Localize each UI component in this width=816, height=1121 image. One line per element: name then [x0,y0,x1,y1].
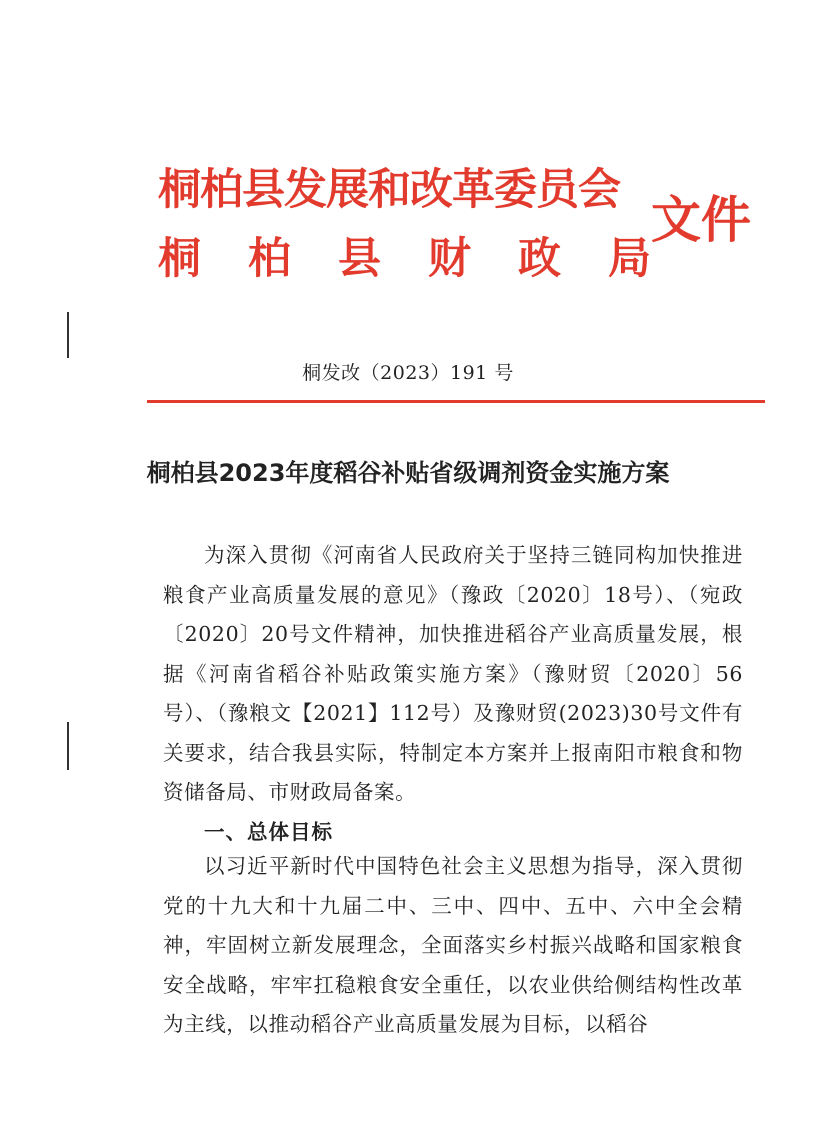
section-heading-1: 一、总体目标 [204,820,333,844]
binding-mark [67,312,69,358]
masthead-document-word: 文件 [651,190,751,249]
red-divider-line [147,400,765,403]
binding-mark [67,722,69,770]
body-paragraph-1: 为深入贯彻《河南省人民政府关于坚持三链同构加快推进粮食产业高质量发展的意见》（豫政〔2020〕18号）、（宛政〔2020〕20号文件精神，加快推进稻谷产业高质量发展，根据《河南省稻谷补贴政策实施方案》（豫财贸〔2020〕56号）、（豫粮文【2021】112号）及豫财贸(2023)30号文件有关要求，结合我县实际，特制定本方案并上报南阳市粮食和物资储备局、市财政局备案。 [163,543,743,804]
masthead-org-line-2: 桐柏县财政局 [158,234,698,284]
body-paragraph-2: 以习近平新时代中国特色社会主义思想为指导，深入贯彻党的十九大和十九届二中、三中、四中、五中、六中全会精神，牢固树立新发展理念，全面落实乡村振兴战略和国家粮食安全战略，牢牢扛稳粮食安全重任，以农业供给侧结构性改革为主线，以推动稻谷产业高质量发展为目标，以稻谷 [163,854,743,1036]
masthead-org-line-1: 桐柏县发展和改革委员会 [158,165,620,215]
document-title: 桐柏县2023年度稻谷补贴省级调剂资金实施方案 [146,459,670,487]
document-number: 桐发改（2023）191 号 [302,362,514,384]
